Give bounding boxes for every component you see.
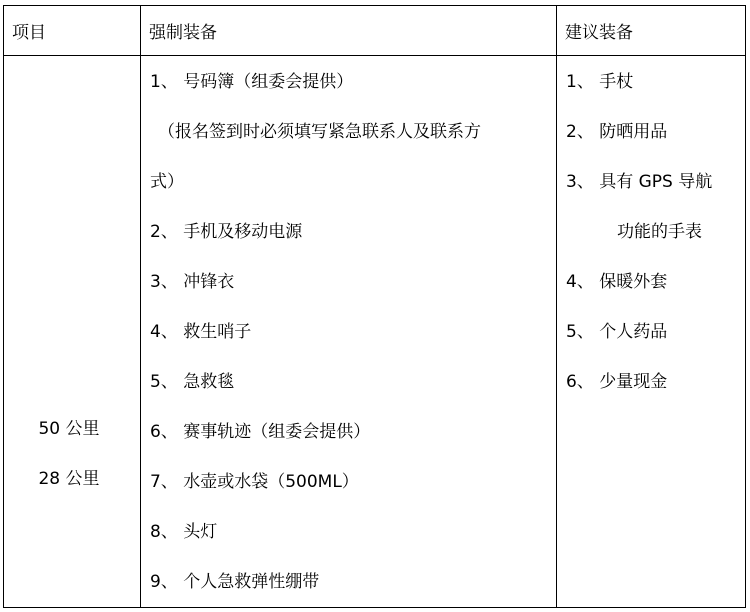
mandatory-item: 7、 水壶或水袋（500ML） xyxy=(150,472,359,492)
mandatory-item: 3、 冲锋衣 xyxy=(150,272,235,292)
suggested-item-cont: 功能的手表 xyxy=(617,222,702,242)
mandatory-item: 4、 救生哨子 xyxy=(150,322,252,342)
equipment-table xyxy=(3,5,746,608)
mandatory-cell xyxy=(141,56,557,608)
suggested-item: 3、 具有 GPS 导航 xyxy=(566,172,713,192)
project-28km: 28 公里 xyxy=(38,468,100,489)
mandatory-item: 5、 急救毯 xyxy=(150,372,235,392)
mandatory-item: 8、 头灯 xyxy=(150,522,218,542)
mandatory-item-note: （报名签到时必须填写紧急联系人及联系方 xyxy=(158,122,481,142)
project-50km: 50 公里 xyxy=(38,418,100,439)
header-mandatory: 强制装备 xyxy=(141,6,557,56)
header-project: 项目 xyxy=(4,6,141,56)
mandatory-item: 9、 个人急救弹性绷带 xyxy=(150,572,320,592)
body-row xyxy=(4,56,746,608)
mandatory-item-note: 式） xyxy=(150,172,184,192)
suggested-item: 4、 保暖外套 xyxy=(566,272,668,292)
mandatory-item: 6、 赛事轨迹（组委会提供） xyxy=(150,422,371,442)
project-cell xyxy=(4,56,141,608)
suggested-cell xyxy=(557,56,746,608)
suggested-item: 2、 防晒用品 xyxy=(566,122,668,142)
mandatory-item: 2、 手机及移动电源 xyxy=(150,222,303,242)
header-suggested: 建议装备 xyxy=(557,6,746,56)
suggested-item: 5、 个人药品 xyxy=(566,322,668,342)
mandatory-item: 1、 号码簿（组委会提供） xyxy=(150,72,354,92)
suggested-item: 6、 少量现金 xyxy=(566,372,668,392)
suggested-item: 1、 手杖 xyxy=(566,72,634,92)
header-row xyxy=(4,6,746,56)
